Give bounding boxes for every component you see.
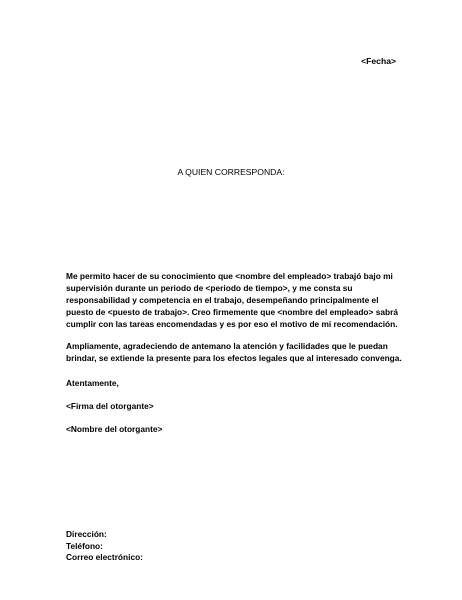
closing-salutation: Atentamente, xyxy=(66,378,119,388)
email-label: Correo electrónico: xyxy=(66,552,143,562)
phone-label: Teléfono: xyxy=(66,540,103,551)
recipient-heading: A QUIEN CORRESPONDA: xyxy=(177,167,285,177)
address-label: Dirección: xyxy=(66,529,107,539)
body-paragraph-thanks: Ampliamente, agradeciendo de antemano la atención y facilidades que le puedan brindar, se extiende la presente para los efectos legales que al interesado convenga. xyxy=(66,341,402,363)
signer-name-placeholder: <Nombre del otorgante> xyxy=(66,424,163,434)
body-paragraph-recommendation: Me permito hacer de su conocimiento que <nombre del empleado> trabajó bajo mi supervisión durante un periodo de <periodo de tiempo>, y me consta su responsabilidad y competencia en el trabajo, desempeñando principalmente el puesto de <puesto de trabajo>. Creo firmemente que <nombre del empleado> sabrá cumplir con las tareas encomendadas y es por eso el motivo de mi recomendación. xyxy=(66,271,398,329)
date-placeholder: <Fecha> xyxy=(361,56,396,66)
contact-footer xyxy=(66,529,143,564)
signature-placeholder: <Firma del otorgante> xyxy=(66,401,154,411)
